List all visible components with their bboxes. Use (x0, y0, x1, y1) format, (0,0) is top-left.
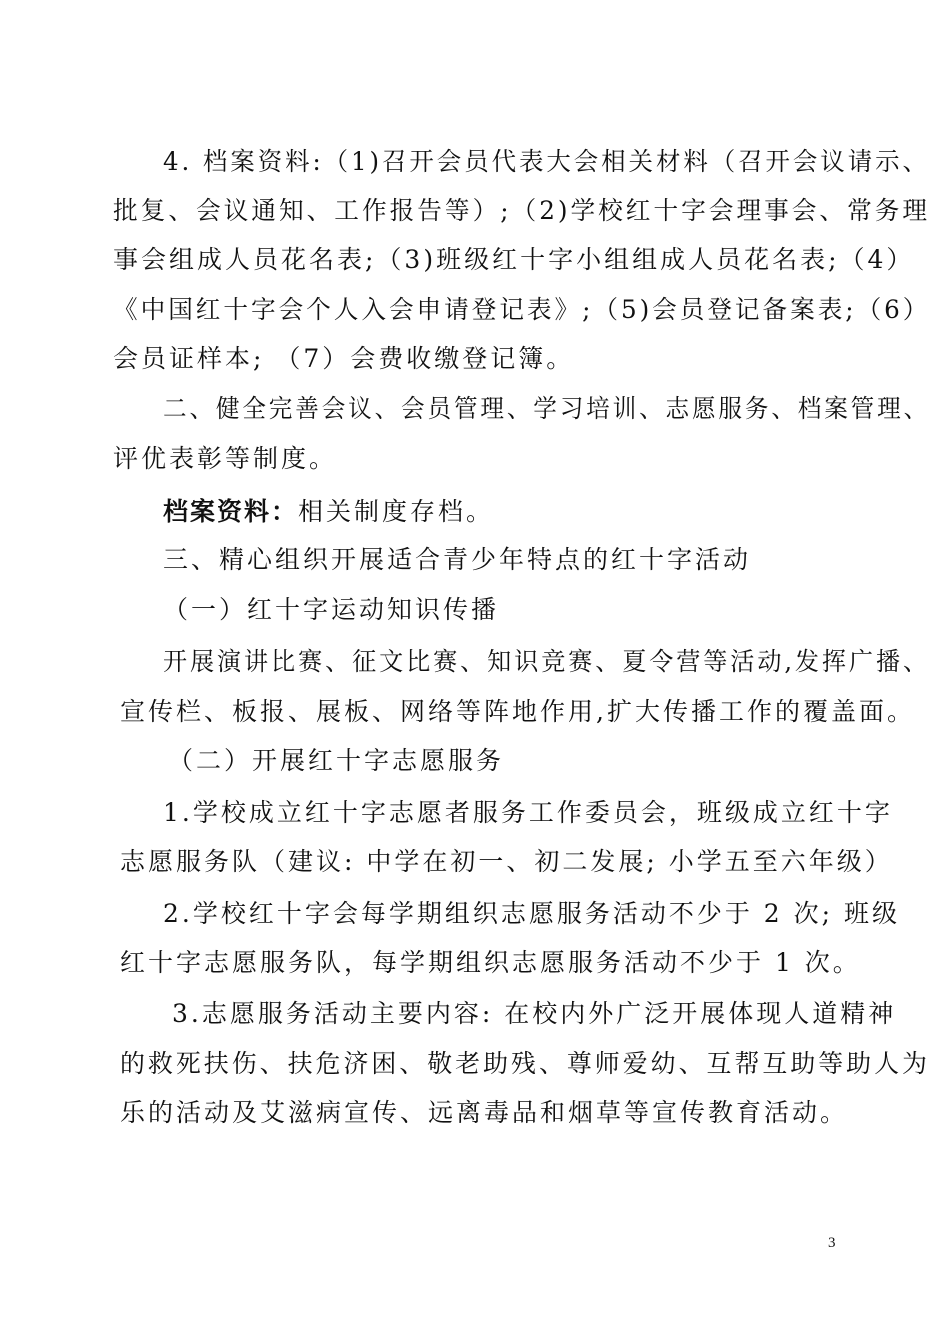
paragraph-knowledge-spread-line-1: 开展演讲比赛、征文比赛、知识竞赛、夏令营等活动,发挥广播、 (163, 647, 930, 676)
page-number: 3 (828, 1235, 836, 1251)
paragraph-archive-note (163, 496, 494, 528)
archive-text: 相关制度存档。 (298, 497, 495, 526)
paragraph-volunteer-item-1-line-2: 志愿服务队（建议: 中学在初一、初二发展; 小学五至六年级） (120, 847, 893, 876)
archive-label: 档案资料： (163, 497, 299, 526)
paragraph-volunteer-item-3-line-2: 的救死扶伤、扶危济困、敬老助残、尊师爱幼、互帮互助等助人为 (120, 1049, 930, 1078)
paragraph-archive-materials-line-5: 会员证样本; （7）会费收缴登记簿。 (113, 344, 575, 373)
section-two-heading-line-1: 二、健全完善会议、会员管理、学习培训、志愿服务、档案管理、 (163, 394, 931, 423)
paragraph-archive-materials-line-3: 事会组成人员花名表;（3)班级红十字小组组成人员花名表;（4） (113, 245, 915, 274)
section-two-heading-line-2: 评优表彰等制度。 (113, 444, 338, 473)
paragraph-volunteer-item-1-line-1: 1.学校成立红十字志愿者服务工作委员会，班级成立红十字 (163, 798, 893, 827)
paragraph-archive-materials-line-1: 4. 档案资料:（1)召开会员代表大会相关材料（召开会议请示、 (163, 147, 930, 176)
subsection-one-heading: （一）红十字运动知识传播 (163, 595, 500, 624)
section-three-heading: 三、精心组织开展适合青少年特点的红十字活动 (163, 545, 752, 574)
paragraph-archive-materials-line-2: 批复、会议通知、工作报告等）;（2)学校红十字会理事会、常务理 (113, 196, 931, 225)
paragraph-volunteer-item-2-line-1: 2.学校红十字会每学期组织志愿服务活动不少于 2 次; 班级 (163, 899, 901, 928)
subsection-two-heading: （二）开展红十字志愿服务 (168, 746, 505, 775)
paragraph-volunteer-item-3-line-3: 乐的活动及艾滋病宣传、远离毒品和烟草等宣传教育活动。 (120, 1098, 849, 1127)
paragraph-volunteer-item-2-line-2: 红十字志愿服务队，每学期组织志愿服务活动不少于 1 次。 (120, 948, 861, 977)
paragraph-volunteer-item-3-line-1: 3.志愿服务活动主要内容: 在校内外广泛开展体现人道精神 (172, 999, 897, 1028)
paragraph-knowledge-spread-line-2: 宣传栏、板报、展板、网络等阵地作用,扩大传播工作的覆盖面。 (120, 697, 915, 726)
paragraph-archive-materials-line-4: 《中国红十字会个人入会申请登记表》;（5)会员登记备案表;（6） (113, 295, 931, 324)
